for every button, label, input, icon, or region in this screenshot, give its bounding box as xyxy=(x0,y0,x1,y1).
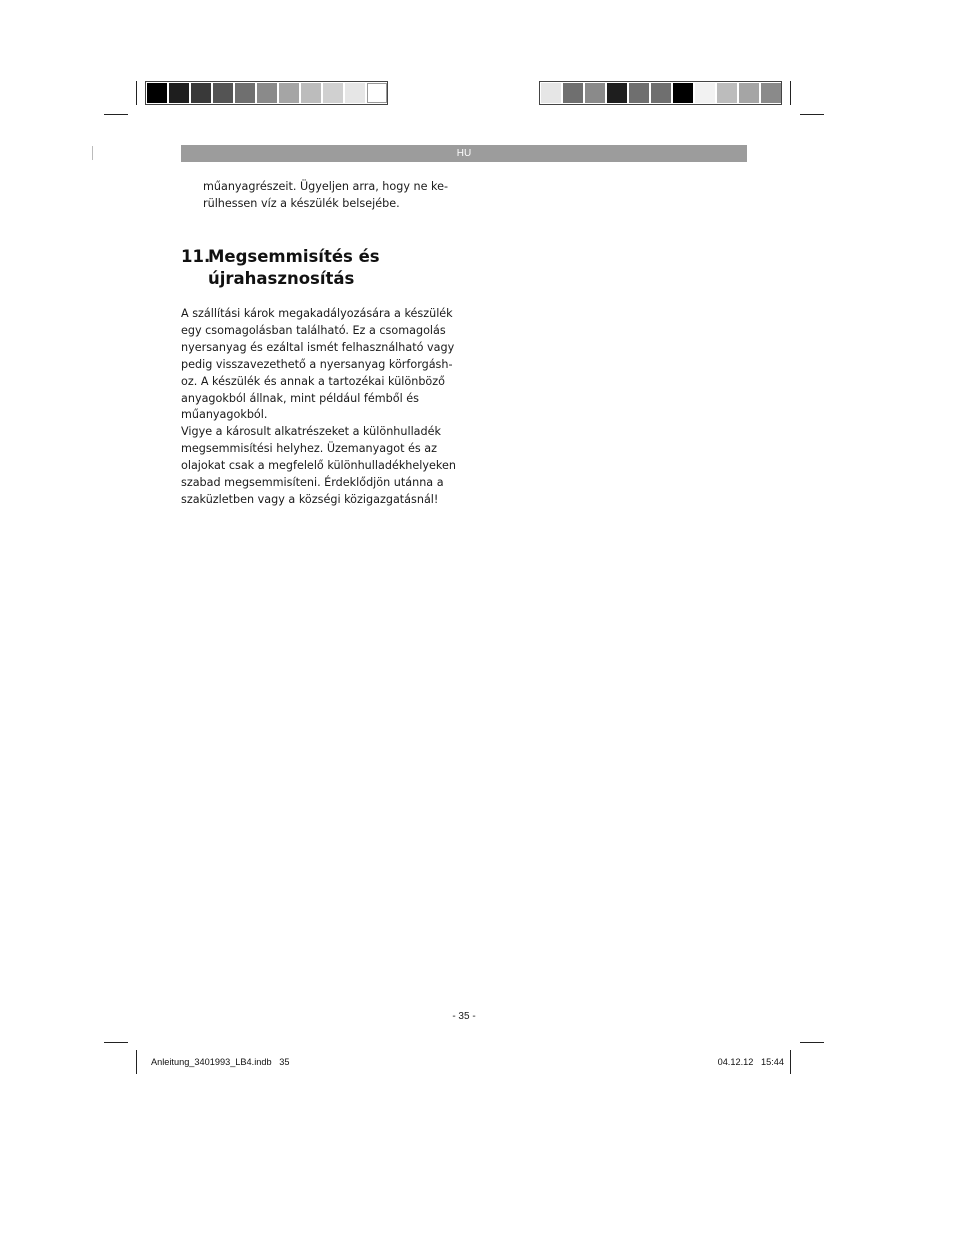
footer-datetime: 04.12.12 15:44 xyxy=(717,1057,784,1067)
section-number: 11. xyxy=(181,247,211,266)
page-number: - 35 - xyxy=(452,1011,476,1022)
language-tab: HU xyxy=(181,145,747,162)
color-swatch xyxy=(739,83,759,103)
color-swatch xyxy=(301,83,321,103)
crop-mark xyxy=(800,114,824,115)
color-swatch xyxy=(147,83,167,103)
color-bar-right xyxy=(541,81,783,105)
color-swatch xyxy=(345,83,365,103)
color-swatch xyxy=(695,83,715,103)
color-swatch xyxy=(563,83,583,103)
color-swatch xyxy=(761,83,781,103)
color-swatch xyxy=(673,83,693,103)
color-swatch xyxy=(323,83,343,103)
section-title: Megsemmisítés és újrahasznosítás xyxy=(208,247,380,288)
color-swatch xyxy=(213,83,233,103)
color-swatch xyxy=(169,83,189,103)
crop-mark xyxy=(790,81,791,105)
intro-text: műanyagrészeit. Ügyeljen arra, hogy ne ke- rülhessen víz a készülék belsejébe. xyxy=(203,180,449,210)
color-swatch xyxy=(541,83,561,103)
crop-mark xyxy=(136,1050,137,1074)
color-bar-left xyxy=(147,81,389,105)
color-swatch xyxy=(585,83,605,103)
crop-mark xyxy=(800,1042,824,1043)
color-swatch xyxy=(629,83,649,103)
color-swatch xyxy=(235,83,255,103)
color-swatch xyxy=(717,83,737,103)
color-swatch xyxy=(607,83,627,103)
color-swatch xyxy=(257,83,277,103)
color-swatch xyxy=(651,83,671,103)
footer-file-info: Anleitung_3401993_LB4.indb 35 xyxy=(151,1057,290,1067)
crop-mark xyxy=(790,1050,791,1074)
section-body: A szállítási károk megakadályozására a készülék egy csomagolásban található. Ez a csomagolás nyersanyag és ezáltal ismét felhasználható vagy pedig visszavezethető a nyersanyag körforgásh- oz. A készülék és annak a tartozékai különböző anyagokból állnak, mint például fémből és műanyagokból. Vigye a károsult alkatrészeket a különhulladék megsemmisítési helyhez. Üzemanyagot és az olajokat csak a megfelelő különhulladékhelyeken szabad megsemmisíteni. Érdeklődjön utánna a szaküzletben vagy a községi közigazgatásnál! xyxy=(181,307,456,506)
color-swatch xyxy=(279,83,299,103)
crop-mark xyxy=(136,81,137,105)
color-swatch xyxy=(367,83,387,103)
crop-mark xyxy=(92,146,93,160)
color-swatch xyxy=(191,83,211,103)
crop-mark xyxy=(104,1042,128,1043)
crop-mark xyxy=(104,114,128,115)
